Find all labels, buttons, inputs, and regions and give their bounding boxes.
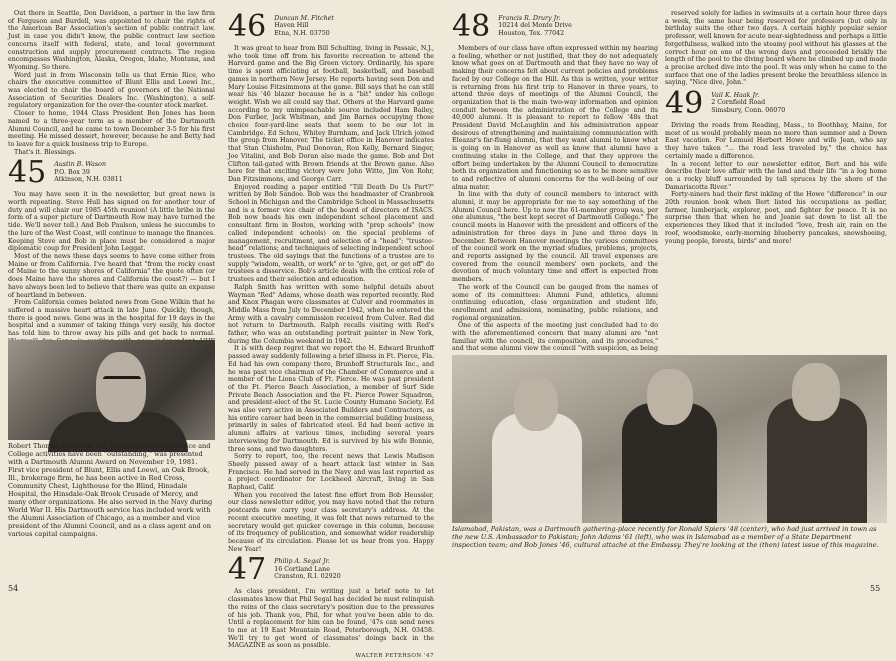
address-line: Etna, N.H. 03750 bbox=[274, 29, 330, 37]
secretary-name: Duncan M. Fitchet bbox=[274, 15, 334, 22]
class-secretary-address bbox=[54, 159, 123, 183]
paragraph: Enjoyed reading a paper entitled "Till Death Do Us Part?" written by Bob Sandoe. Bob was the headmaster of Cranbrook School in Michigan and the Cambridge School in Massachusetts and is a former vice chair of the board of directors of ISACS. Bob now heads his own independent school placement and consultant firm in Boston, working with "prep schools" (now called independent schools) on the special problems of management, recruitment, and selection of a "head"; "trustee-head" relations; and techniques of selecting independent school trustees. The old sayings that the functions of a trustee are to supply "wisdom, wealth, or work" or to "give, get, or get off" do trustees a disservice. Bob's article deals with the critical role of trustees and their selection and education. bbox=[228, 183, 434, 284]
address-line: Simsbury, Conn. 06070 bbox=[711, 106, 786, 114]
column-2 bbox=[228, 10, 434, 661]
paragraph: The work of the Council can be gauged from the names of some of its committees: Alumni Fund, athletics, alumni continuing education, class organization and student life, enrollment and admissions, nominating, public relations, and regional organization. bbox=[452, 283, 658, 322]
secretary-name: Francis R. Drury Jr. bbox=[498, 15, 561, 22]
signature: WALTER PETERSON '47 bbox=[355, 653, 434, 660]
class-number: 47 bbox=[228, 552, 267, 588]
secretary-name: Philip A. Segal Jr. bbox=[274, 558, 330, 566]
photo-head-left bbox=[514, 377, 558, 431]
paragraph: One of the aspects of the meeting just concluded had to do with the aforementioned concern that many alumni are "not familiar with the council, its composition, and its procedures," and that some alumni view the council "with suspicion, as being bbox=[452, 322, 658, 352]
paragraph: Sorry to report, too, the recent news that Lewis Madison Sheely passed away of a heart attack last winter in San Francisco. He had served in the Navy and was last reported as a project coordinator for Lockheed Aircraft, living in San Raphael, Calif. bbox=[228, 453, 434, 492]
photo-caption-right: Islamabad, Pakistan, was a Dartmouth gathering-place recently for Ronald Spiers '48 (center), who had just arrived in town as the new U.S. Ambassador to Pakistan; John Adams '61 (left), who was in Islamabad as a member of a State Department inspection team; and Bob Jones '46, cultural attaché at the Embassy. They're looking at the (then) latest issue of this magazine. bbox=[452, 525, 879, 549]
class-number: 46 bbox=[228, 9, 267, 44]
paragraph: Word just in from Wisconsin tells us that Ernie Rice, who chairs the executive committee of Blunt Ellis and Loewi Inc., was elected to chair the board of governors of the National Association of Securities Dealers Inc. (Washington), a self-regulatory organization for the over-the-counter stock market. bbox=[8, 71, 215, 110]
class-heading-46 bbox=[228, 9, 434, 44]
secretary-name: Austin B. Wason bbox=[54, 161, 107, 169]
photo-caption-left: Robert Thomas Mortimer '47, whose community service and College activities have been "outstanding," was presented with a Dartmouth Alumni Award on November 19, 1981. First vice president of Blunt, Ellis and Loewi, an Oak Brook, Ill., brokerage firm, he has been active in Red Cross, Community Chest, Lighthouse for the Blind, Hinsdale Hospital, the Hinsdale-Oak Brook Crusade of Mercy, and many other organizations. He also served in the Navy during World War II. His Dartmouth service has included work with the Alumni Association of Chicago, as a member and vice president of the Alumni Council, and as a class agent and on various capital campaigns. bbox=[8, 442, 213, 538]
paragraph: reserved solely for ladies in swimsuits at a certain hour three days a week, the same hour being reserved for professors (but only in birthday suits the other two days. A certain highly popular senior professor, well known for acute near-sightedness and perhaps a little forgetfulness, walked into the steamy pool without his glasses at the correct hour on one of the wrong days and proceeded briskly the length of the pool to the diving board where he climbed up and made a precise arched dive into the pool. It was only when he came to the surface that one of the ladies present broke the breathless silence in saying, "Nice dive, John." bbox=[665, 10, 887, 87]
class-heading-47 bbox=[228, 552, 434, 588]
photo-glasses bbox=[103, 376, 141, 389]
paragraph: When you received the latest fine effort from Bob Heussler, our class newsletter editor, you may have noted that the return postcards now carry your class secretary's address. At the recent executive meeting, it was felt that news returned to the secretary would get quicker coverage in this column, because of its frequency of publication, and somewhat wider readership because of its circulation. Please let us hear from you. Happy New Year! bbox=[228, 491, 434, 553]
class-number: 48 bbox=[452, 10, 491, 44]
class-secretary-address bbox=[274, 556, 341, 580]
address-line: P.O. Box 39 bbox=[54, 168, 90, 176]
address-line: 2 Cornfield Road bbox=[711, 99, 766, 107]
column-3 bbox=[452, 10, 658, 352]
address-line: Atkinson, N.H. 03811 bbox=[54, 176, 123, 184]
page-number-left: 54 bbox=[8, 584, 19, 593]
paragraph: As class president, I'm writing just a brief note to let classmates know that Phil Segal has decided he must relinquish the reins of the class secretary's position due to the pressures of his job. Thank you, Phil, for what you've been able to do. Until a replacement for him can be found, '47s can send news to me at 19 East Mountain Road, Peterborough, N.H. 03458. We'll try to get word of classmates' doings back in the MAGAZINE as soon as possible. bbox=[228, 588, 434, 650]
class-heading-48 bbox=[452, 10, 658, 44]
class-number: 49 bbox=[665, 86, 704, 122]
paragraph: You may have seen it in the newsletter, but great news is worth repeating. Steve Hull has signed on for another tour of duty and will chair our 1985 45th reunion! (A little bribe in the form of a super picture of Dartmouth Row may have turned the tide. We'll never tell.) And Bob Paulson, unless he succumbs to the lure of the West Coast, will continue to manage the finances. Keeping Steve and Bob in place must be considered a major diplomatic coup for President John Leggat. bbox=[8, 191, 215, 253]
class-secretary-address bbox=[498, 13, 572, 37]
paragraph: Most of the news these days seems to have come either from Maine or from California. I've heard that "from the rocky coast of Maine to the sunny shores of California" the quote often (or does Maine have the shores and California the coast?) — but I have always been led to believe that there was quite an expanse of heartland in between. bbox=[8, 252, 215, 299]
class-secretary-address bbox=[711, 90, 785, 114]
address-line: 10214 del Monte Drive bbox=[498, 22, 572, 30]
paragraph: From California comes belated news from Gene Wilkin that he suffered a massive heart attack in late June. Quickly, though, there is good news. Gene was in the hospital for 19 days in the hospital and a summer of taking things very easily, his doctor has told him to throw away his pills and get back to normal. bbox=[8, 299, 215, 338]
class-heading-45 bbox=[8, 155, 215, 191]
paragraph: Closer to home, 1944 Class President Ben Jones has been named to a three-year term as a member of the Dartmouth Alumni Council, and he came to town December 3-5 for his first meeting. He missed dessert, however, because he and Betty had to leave for a quick business trip to Europe. bbox=[8, 110, 215, 148]
address-line: Haven Hill bbox=[274, 22, 309, 30]
paragraph: Ralph Smith has written with some helpful details about Wayman "Red" Adams, whose death was reported recently. Red and Knox Phagan were classmates at Culver and roommates in Middle Mass from July to December 1942, when he entered the Army with a cavalry commission received from Culver. Red did not return to Dartmouth. Ralph recalls visiting with Red's father, who was an outstanding portrait painter in New York, during the Columbia weekend in 1942. bbox=[228, 283, 434, 345]
column-4 bbox=[665, 10, 887, 352]
paragraph: Out there in Seattle, Don Davidson, a partner in the law firm of Ferguson and Burdell, was appointed to chair the rights of the American Bar Association's section of public contract law. Just in case you didn't know, the public contract law section concerns itself with federal, state, and local government construction and supply procurement contracts. The region encompasses Washington, Alaska, Oregon, Idaho, Montana, and Wyoming. So there. bbox=[8, 10, 215, 71]
photo-head-right bbox=[792, 363, 840, 421]
paragraph: In a recent letter to our newsletter editor, Bert and his wife describe their love affair with the land and their life "in a log home on a rocky bluff surrounded by tall spruces by the shore of the Damariscotta River." bbox=[665, 160, 887, 191]
address-line: Houston, Tex. 77042 bbox=[498, 29, 565, 37]
secretary-name: Vail K. Haak Jr. bbox=[711, 92, 760, 100]
photo-head-center bbox=[647, 369, 693, 425]
paragraph: Forty-niners had their first inkling of the Howe "difference" in our 20th reunion book when Bert listed his occupations as pedlar, farmer, lumberjack, explorer, poet, and fighter for peace. It is no surprise then that when he and Jeanie sat down to list all the experiences they liked that it included "love, fresh air, rain on the roof, woodsmoke, early-morning blueberry pancakes, snowshoeing, young people, forests, birds" and more! bbox=[665, 191, 887, 245]
paragraph: Driving the roads from Reading, Mass., to Boothbay, Maine, for most of us would probably mean no more than summer and a Down East vacation. For Lemuel Herbert Howe and wife Jean, who say they have taken "... the road less traveled by," the choice has certainly made a difference. bbox=[665, 122, 887, 160]
class-secretary-address bbox=[274, 13, 334, 37]
address-line: Cranston, R.I. 02920 bbox=[274, 573, 341, 581]
address-line: 16 Cortland Lane bbox=[274, 565, 330, 573]
paragraph: It was great to hear from Bill Schulting, living in Passaic, N.J., who took time off from his favorite recreation to attend the Harvard game and the Big Green victory. Ordinarily, his spare time is spent officiating at football, basketball, and baseball games in northern New Jersey. He reports having seen Don and Mary Louise Fitzsimmons at the game. Bill says that he can still wear his '46 blazer because he is a "bit" under his college weight. Wish we all could say that. Others at the Harvard game according to my unimpeachable source included Ham Bailey, Don Furber, Jack Whitman, and Jim Barnes occupying those choice four-yard-line seats that seem to be our lot in Cambridge. Ed Schou, Whitey Burnham, and Jack Ulrich joined the group from Hanover. The ticket office in Hanover indicates that Stan Chisholm, Paul Donovan, Ron Kelly, Bernard Singer, Joe Vitalini, and Bob Doran also made the game. Bob and Dot Clifton tail-gated with Brown friends at the Brown game. Also here for that exciting victory were John Witte, Jim Von Rohr, Dan Fitzsimmons, and George Carr. bbox=[228, 45, 434, 183]
group-photo bbox=[452, 355, 887, 523]
portrait-photo bbox=[8, 340, 215, 440]
paragraph: Members of our class have often expressed within my hearing a feeling, whether or not justified, that they do not adequately know what goes on at Dartmouth and that they have no way of making their concerns felt about current policies and problems faced by our College on the Hill. As this is written, your writer is returning from his first trip to Hanover in three years, to attend three days of meetings of the Alumni Council, the organization that is the main two-way information and opinion conduit between the administration of the College and its 40,000 alumni. It is pleasant to report to fellow '48s that President David McLaughlin and his administration appear desirous of strengthening and maintaining communication with Eleazar's far-flung alumni, that they want alumni to know what is going on in Hanover as well as know that alumni have a continuing stake in the College, and that they approve the effort being undertaken by the Alumni Council to democratize both its organization and functioning so as to be more sensitive to and reflective of alumni concerns for the well-being of our alma mater. bbox=[452, 45, 658, 191]
page-number-right: 55 bbox=[870, 584, 881, 593]
paragraph: In line with the duty of council members to interact with alumni, it may be appropriate for me to say something of the Alumni Council here. Up to now the 61-member group was, per one alumnus, "the best kept secret of Dartmouth College." The council meets in Hanover with the president and officers of the administration for three days in June and three days in December. Between Hanover meetings the various committees of the council work on the myriad studies, problems, projects, and reports assigned by the council. All travel expenses are covered from the council members' own pockets, and the devotion of much voluntary time and effort is expected from members. bbox=[452, 191, 658, 284]
paragraph: It is with deep regret that we report the H. Edward Brunhoff passed away suddenly following a brief illness in Ft. Pierce, Fla. Ed had his own company there, Brunhoff Structurals Inc., and he was past vice chairman of the Chamber of Commerce and a member of the Lions Club of Ft. Pierce. He was past president of the Ft. Pierce Beach Association, a member of Surf Side Private Beach Association and the Ft. Pierce Power Squadron, and president-elect of the St. Lucie County Humane Society. Ed was also very active in Associated Builders and Contractors, as his entire career had been in the commercial building business, primarily in sales of fabricated steel. Ed had been active in alumni affairs at various times, including several years interviewing for Dartmouth. Ed is survived by his wife Bonnie, three sons, and two daughters. bbox=[228, 345, 434, 453]
paragraph: That's it. Blessings. bbox=[14, 148, 77, 156]
class-heading-49 bbox=[665, 86, 887, 122]
class-number: 45 bbox=[8, 155, 47, 191]
